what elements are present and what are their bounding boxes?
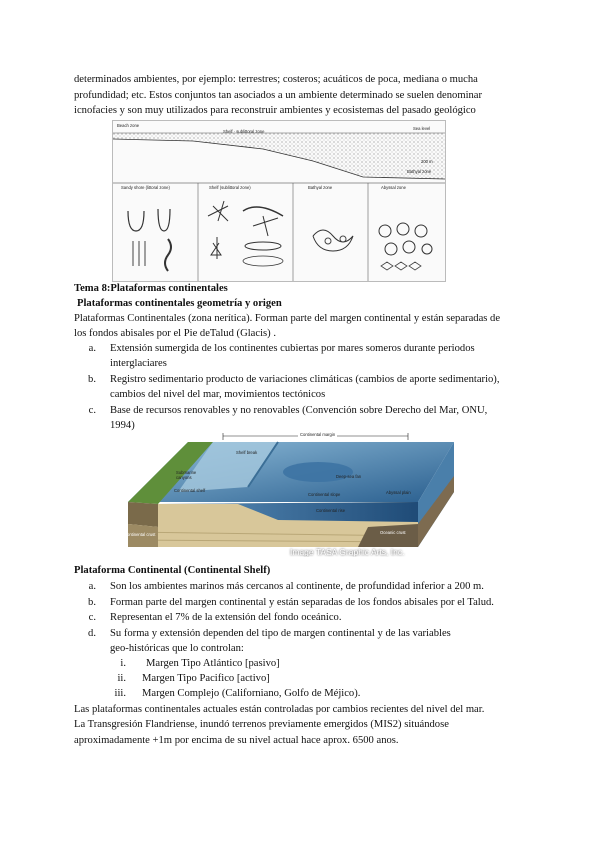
- closing-line-3: aproximadamente +1m por encima de su nivel actual hace aprox. 6500 anos.: [74, 735, 399, 746]
- list1-item-c-line-1: Base de recursos renovables y no renovables (Convención sobre Derecho del Mar, ONU,: [110, 405, 488, 416]
- fig1-top-label-1: Beach zone: [117, 123, 140, 128]
- para1-line-2: los fondos abisales por el Pie deTalud (Glacis) .: [74, 328, 276, 339]
- section-title: Tema 8:Plataformas continentales: [74, 283, 228, 294]
- shelf-item-c: Representan el 7% de la extensión del fondo oceánico.: [110, 612, 342, 623]
- shelf-marker-d: d.: [88, 628, 96, 639]
- intro-line-3: icnofacies y son muy utilizados para reconstruir ambientes y ecosistemas del pasado geológico: [74, 105, 476, 116]
- shelf-title: Plataforma Continental (Continental Shelf): [74, 565, 271, 576]
- sublist-marker-ii: ii.: [117, 673, 126, 684]
- list1-marker-a: a.: [88, 343, 96, 354]
- intro-line-1: determinados ambientes, por ejemplo: terrestres; costeros; acuáticos de poca, mediana o mucha: [74, 74, 478, 85]
- shelf-marker-c: c.: [88, 612, 96, 623]
- fig2-label-oceanic: Oceanic crust: [380, 530, 406, 535]
- shelf-item-b: Forman parte del margen continental y están separadas de los fondos abisales por el Talud.: [110, 597, 494, 608]
- fig2-label-shelf: Continental shelf: [174, 488, 206, 493]
- fig2-label-shelf-break: Shelf break: [236, 450, 258, 455]
- fig1-zone-label-2: Shelf (sublittoral zone): [209, 185, 251, 190]
- sublist-item-ii: Margen Tipo Pacifico [activo]: [142, 673, 270, 684]
- fig2-label-canyons: Submarine canyons: [176, 470, 197, 480]
- ichnofacies-drawing: [113, 121, 445, 281]
- list1-item-b-line-1: Registro sedimentario producto de variaciones climáticas (cambios de aporte sedimentario),: [110, 374, 500, 385]
- list1-marker-b: b.: [88, 374, 96, 385]
- para1-line-1: Plataformas Continentales (zona nerítica). Forman parte del margen continental y están separadas de: [74, 313, 501, 324]
- fig2-label-crust: Continental crust: [124, 532, 156, 537]
- fig1-top-label-2: Shelf · sublittoral zone: [223, 129, 265, 134]
- sublist-item-iii: Margen Complejo (Californiano, Golfo de Méjico).: [142, 688, 361, 699]
- sublist-marker-iii: iii.: [114, 688, 126, 699]
- fig2-label-abyssal: Abyssal plain: [386, 490, 411, 495]
- closing-line-2: La Transgresión Flandriense, inundó terrenos previamente emergidos (MIS2) situándose: [74, 719, 449, 730]
- fig2-label-margin: Continental margin: [300, 432, 336, 437]
- fig2-label-deep-sea-fan: Deep-sea fan: [336, 474, 362, 479]
- ichnofacies-figure: [112, 120, 446, 282]
- shelf-item-d: Su forma y extensión dependen del tipo de margen continental y de las variables: [110, 628, 451, 639]
- shelf-marker-b: b.: [88, 597, 96, 608]
- closing-line-1: Las plataformas continentales actuales están controladas por cambios recientes del nivel del mar.: [74, 704, 485, 715]
- fig2-label-slope: Continental slope: [308, 492, 341, 497]
- list1-marker-c: c.: [88, 405, 96, 416]
- list1-item-b-line-2: cambios del nivel del mar, movimientos tectónicos: [110, 389, 326, 400]
- fig2-label-rise: Continental rise: [316, 508, 346, 513]
- fig1-top-label-5: Bathyal zone: [407, 169, 432, 174]
- intro-line-2: profundidad; etc. Estos conjuntos tan asociados a un ambiente determinado se suelen denominar: [74, 90, 483, 101]
- list1-item-a-line-2: interglaciares: [110, 358, 167, 369]
- fig1-top-label-3: Sea level: [413, 126, 431, 131]
- continental-margin-figure: [118, 432, 454, 557]
- fig1-top-label-4: 200 m: [421, 159, 433, 164]
- list1-item-c-line-2: 1994): [110, 420, 135, 431]
- sublist-item-i: Margen Tipo Atlántico [pasivo]: [146, 658, 280, 669]
- sublist-marker-i: i.: [120, 658, 126, 669]
- shelf-item-a: Son los ambientes marinos más cercanos al continente, de profundidad inferior a 200 m.: [110, 581, 484, 592]
- fig1-zone-label-4: Abyssal zone: [381, 185, 406, 190]
- fig2-credit: Image TASA Graphic Arts, Inc.: [290, 547, 405, 557]
- fig1-zone-label-3: Bathyal zone: [308, 185, 333, 190]
- shelf-item-d-continued: geo-históricas que lo controlan:: [110, 643, 244, 654]
- shelf-marker-a: a.: [88, 581, 96, 592]
- list1-item-a-line-1: Extensión sumergida de los continentes cubiertas por mares someros durante periodos: [110, 343, 475, 354]
- fig1-zone-label-1: Sandy shore (littoral zone): [121, 185, 170, 190]
- section-subtitle: Plataformas continentales geometría y origen: [77, 298, 282, 309]
